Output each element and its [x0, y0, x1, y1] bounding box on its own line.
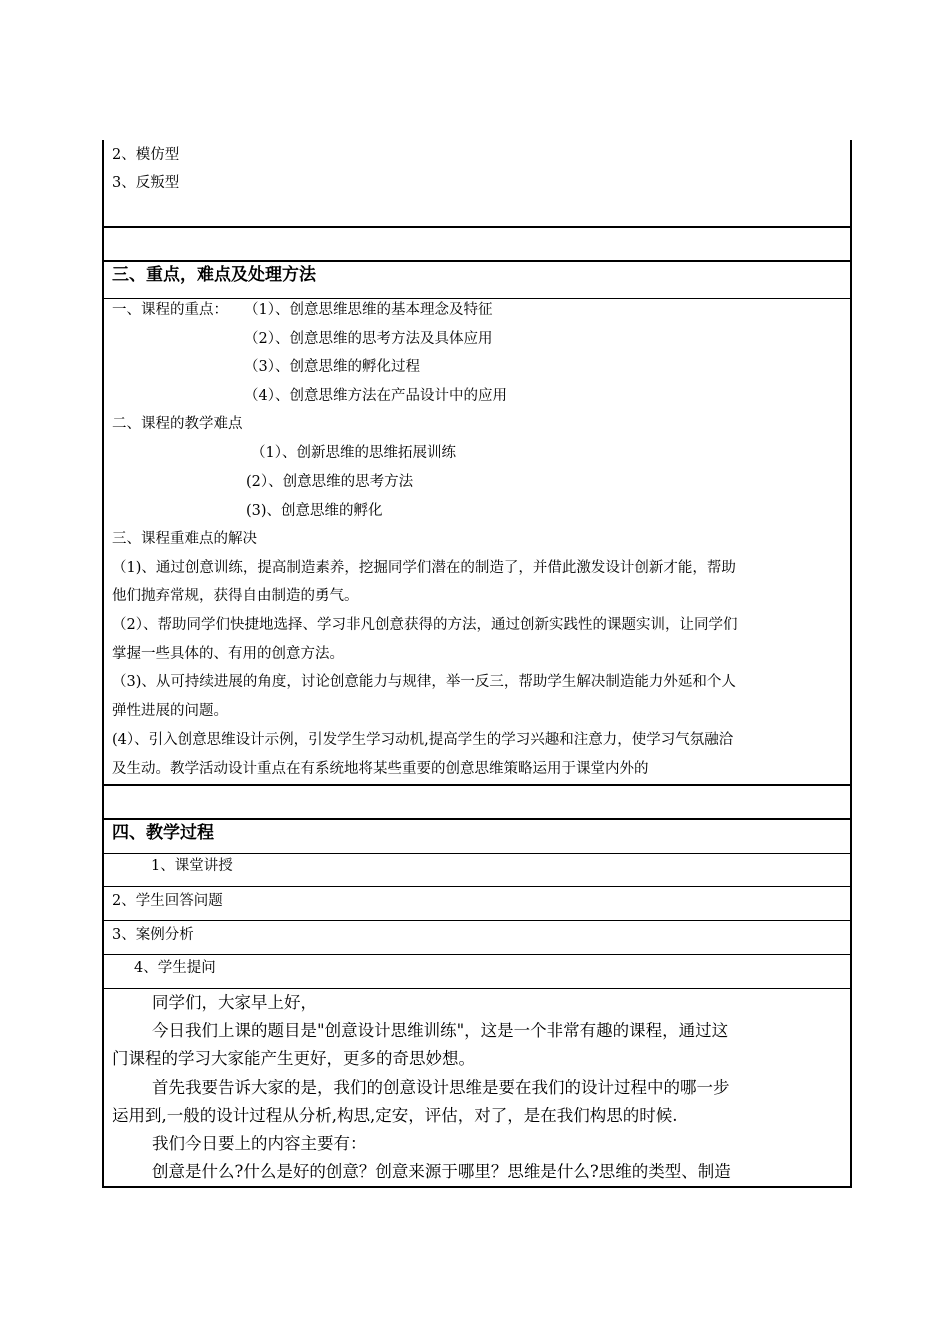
row-divider [104, 886, 850, 887]
difficulty-2: (2）、创意思维的思考方法 [246, 474, 414, 490]
key-points-label: 一、课程的重点： [112, 302, 228, 318]
key-point-3: （3）、创意思维的孵化过程 [244, 359, 420, 375]
row-divider [104, 988, 850, 989]
solution-2-line1: （2）、帮助同学们快捷地选择、学习非凡创意获得的方法，通过创新实践性的课题实训，让同学们 [112, 617, 738, 633]
lecture-line-3: 门课程的学习大家能产生更好，更多的奇思妙想。 [112, 1049, 475, 1068]
row-divider [104, 920, 850, 921]
solution-4-line2: 及生动。教学活动设计重点在有系统地将某些重要的创意思维策略运用于课堂内外的 [112, 761, 649, 777]
row-divider [104, 226, 850, 228]
row-divider [104, 298, 850, 299]
step-4: 4、学生提问 [134, 960, 216, 976]
lecture-line-4: 首先我要告诉大家的是，我们的创意设计思维是要在我们的设计过程中的哪一步 [152, 1078, 730, 1097]
lecture-line-2: 今日我们上课的题目是"创意设计思维训练"，这是一个非常有趣的课程，通过这 [152, 1021, 729, 1040]
lecture-line-6: 我们今日要上的内容主要有： [152, 1134, 367, 1153]
table-bottom-border [104, 1186, 850, 1188]
difficulties-label: 二、课程的教学难点 [112, 416, 243, 432]
solution-1-line1: （1)、通过创意训练，提高制造素养，挖掘同学们潜在的制造了，并借此激发设计创新才能，帮助 [112, 560, 736, 576]
step-3: 3、案例分析 [112, 927, 194, 943]
solution-2-line2: 掌握一些具体的、有用的创意方法。 [112, 646, 344, 662]
lecture-line-5: 运用到,一般的设计过程从分析,构思,定安，评估，对了，是在我们构思的时候. [112, 1106, 678, 1125]
row-divider [104, 954, 850, 955]
solution-1-line2: 他们抛弃常规，获得自由制造的勇气。 [112, 588, 359, 604]
lecture-line-1: 同学们，大家早上好， [152, 993, 317, 1012]
row-divider [104, 260, 850, 262]
difficulty-1: （1）、创新思维的思维拓展训练 [251, 445, 456, 461]
key-point-2: （2）、创意思维的思考方法及具体应用 [244, 331, 493, 347]
lesson-plan-table [102, 140, 852, 1188]
solution-3-line1: （3)、从可持续进展的角度，讨论创意能力与规律，举一反三，帮助学生解决制造能力外延和个人 [112, 674, 736, 690]
type-item-2: 2、模仿型 [112, 147, 180, 163]
step-2: 2、学生回答问题 [112, 893, 223, 909]
section4-title: 四、教学过程 [112, 823, 214, 843]
row-divider [104, 853, 850, 854]
key-point-1: （1）、创意思维思维的基本理念及特征 [244, 302, 493, 318]
solution-4-line1: (4）、引入创意思维设计示例，引发学生学习动机,提高学生的学习兴趣和注意力，使学习气氛融洽 [112, 732, 734, 748]
type-item-3: 3、反叛型 [112, 175, 180, 191]
solution-3-line2: 弹性进展的问题。 [112, 703, 228, 719]
row-divider [104, 784, 850, 786]
step-1: 1、课堂讲授 [151, 858, 233, 874]
section3-title: 三、重点，难点及处理方法 [112, 265, 316, 285]
key-point-4: （4）、创意思维方法在产品设计中的应用 [244, 388, 507, 404]
row-divider [104, 818, 850, 820]
solutions-label: 三、课程重难点的解决 [112, 531, 257, 547]
difficulty-3: (3)、创意思维的孵化 [246, 503, 383, 519]
lecture-line-7: 创意是什么?什么是好的创意？创意来源于哪里？思维是什么?思维的类型、制造 [152, 1162, 731, 1181]
